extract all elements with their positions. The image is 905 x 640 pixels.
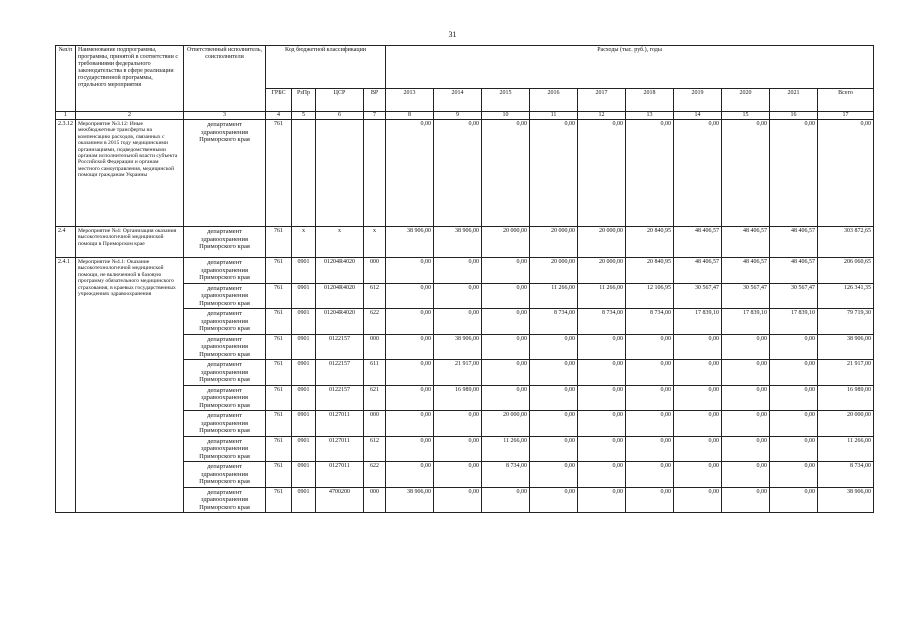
rzpr-cell: 0901 xyxy=(292,436,316,462)
column-number: 17 xyxy=(818,112,874,120)
value-cell: 8 734,00 xyxy=(578,309,626,335)
value-cell: 0,00 xyxy=(674,360,722,386)
value-cell: 0,00 xyxy=(626,334,674,360)
header-code-col: ВР xyxy=(364,89,386,112)
vr-cell: 000 xyxy=(364,258,386,284)
grbs-cell: 761 xyxy=(266,283,292,309)
rzpr-cell: 0901 xyxy=(292,385,316,411)
responsible-cell: департамент здравоохранения Приморского края xyxy=(184,360,266,386)
vr-cell: 622 xyxy=(364,309,386,335)
vr-cell xyxy=(364,120,386,227)
value-cell: 16 989,00 xyxy=(434,385,482,411)
responsible-cell: департамент здравоохранения Приморского края xyxy=(184,487,266,513)
value-cell: 0,00 xyxy=(530,120,578,227)
value-cell: 38 906,00 xyxy=(818,487,874,513)
header-budget-code: Код бюджетной классификации xyxy=(266,46,386,89)
value-cell: 126 341,35 xyxy=(818,283,874,309)
value-cell: 0,00 xyxy=(578,411,626,437)
value-cell: 0,00 xyxy=(386,283,434,309)
column-number: 1 xyxy=(56,112,76,120)
value-cell: 0,00 xyxy=(386,385,434,411)
rzpr-cell: х xyxy=(292,227,316,258)
csr-cell: 01204R4020 xyxy=(316,258,364,284)
value-cell: 0,00 xyxy=(482,283,530,309)
vr-cell: 621 xyxy=(364,385,386,411)
rzpr-cell: 0901 xyxy=(292,309,316,335)
grbs-cell: 761 xyxy=(266,360,292,386)
value-cell: 17 839,10 xyxy=(722,309,770,335)
row-name: Мероприятие №4: Организация оказания высокотехнологичной медицинской помощи в Приморском крае xyxy=(76,227,184,258)
header-year: 2013 xyxy=(386,89,434,112)
csr-cell: 4700200 xyxy=(316,487,364,513)
value-cell: 20 000,00 xyxy=(578,258,626,284)
value-cell: 0,00 xyxy=(578,462,626,488)
value-cell: 48 406,57 xyxy=(674,258,722,284)
header-year: 2015 xyxy=(482,89,530,112)
header-year: 2021 xyxy=(770,89,818,112)
column-number: 3 xyxy=(184,112,266,120)
header-year: 2019 xyxy=(674,89,722,112)
column-number: 6 xyxy=(316,112,364,120)
value-cell: 8 734,00 xyxy=(818,462,874,488)
csr-cell: 01204R4020 xyxy=(316,283,364,309)
value-cell: 0,00 xyxy=(770,411,818,437)
value-cell: 0,00 xyxy=(578,334,626,360)
grbs-cell: 761 xyxy=(266,227,292,258)
value-cell: 20 000,00 xyxy=(530,258,578,284)
row-index: 2.4 xyxy=(56,227,76,258)
value-cell: 12 106,95 xyxy=(626,283,674,309)
header-year: 2020 xyxy=(722,89,770,112)
value-cell: 0,00 xyxy=(770,334,818,360)
value-cell: 8 734,00 xyxy=(482,462,530,488)
row-name: Мероприятие №3.12: Иные межбюджетные трансферты на компенсацию расходов, связанных с оказанием в 2015 году медицинскими организациями, подведомственными органам исполнительной власти субъекта Российской Федерации и органам местного самоуправления, медицинской помощи гражданам Украины xyxy=(76,120,184,227)
csr-cell: 0122157 xyxy=(316,334,364,360)
value-cell: 0,00 xyxy=(530,487,578,513)
value-cell: 38 906,00 xyxy=(386,227,434,258)
grbs-cell: 761 xyxy=(266,309,292,335)
value-cell: 0,00 xyxy=(578,436,626,462)
responsible-cell: департамент здравоохранения Приморского края xyxy=(184,309,266,335)
column-number: 7 xyxy=(364,112,386,120)
vr-cell: 000 xyxy=(364,334,386,360)
value-cell: 0,00 xyxy=(770,436,818,462)
value-cell: 0,00 xyxy=(434,283,482,309)
column-number: 5 xyxy=(292,112,316,120)
header-year: 2018 xyxy=(626,89,674,112)
value-cell: 0,00 xyxy=(626,385,674,411)
grbs-cell: 761 xyxy=(266,258,292,284)
value-cell: 0,00 xyxy=(386,309,434,335)
value-cell: 0,00 xyxy=(482,309,530,335)
value-cell: 38 906,00 xyxy=(434,227,482,258)
responsible-cell: департамент здравоохранения Приморского края xyxy=(184,334,266,360)
value-cell: 0,00 xyxy=(530,360,578,386)
value-cell: 11 266,00 xyxy=(578,283,626,309)
value-cell: 0,00 xyxy=(530,436,578,462)
value-cell: 11 266,00 xyxy=(482,436,530,462)
value-cell: 38 906,00 xyxy=(818,334,874,360)
value-cell: 0,00 xyxy=(482,334,530,360)
value-cell: 0,00 xyxy=(434,120,482,227)
grbs-cell: 761 xyxy=(266,334,292,360)
value-cell: 0,00 xyxy=(674,385,722,411)
header-year: 2016 xyxy=(530,89,578,112)
column-number: 8 xyxy=(386,112,434,120)
value-cell: 48 406,57 xyxy=(770,258,818,284)
value-cell: 0,00 xyxy=(530,334,578,360)
vr-cell: х xyxy=(364,227,386,258)
vr-cell: 622 xyxy=(364,462,386,488)
value-cell: 0,00 xyxy=(530,385,578,411)
value-cell: 21 917,00 xyxy=(434,360,482,386)
responsible-cell: департамент здравоохранения Приморского края xyxy=(184,462,266,488)
value-cell: 17 839,10 xyxy=(674,309,722,335)
responsible-cell: департамент здравоохранения Приморского края xyxy=(184,120,266,227)
rzpr-cell: 0901 xyxy=(292,334,316,360)
value-cell: 0,00 xyxy=(530,462,578,488)
value-cell: 0,00 xyxy=(482,120,530,227)
rzpr-cell xyxy=(292,120,316,227)
value-cell: 48 406,57 xyxy=(770,227,818,258)
header-code-col: ГРБС xyxy=(266,89,292,112)
value-cell: 0,00 xyxy=(770,487,818,513)
rzpr-cell: 0901 xyxy=(292,258,316,284)
value-cell: 20 000,00 xyxy=(530,227,578,258)
value-cell: 0,00 xyxy=(626,487,674,513)
group-index: 2.4.1 xyxy=(56,258,76,513)
column-number: 4 xyxy=(266,112,292,120)
value-cell: 0,00 xyxy=(434,258,482,284)
header-year: Всего xyxy=(818,89,874,112)
value-cell: 17 839,10 xyxy=(770,309,818,335)
value-cell: 0,00 xyxy=(386,258,434,284)
responsible-cell: департамент здравоохранения Приморского края xyxy=(184,385,266,411)
value-cell: 0,00 xyxy=(674,120,722,227)
value-cell: 79 719,30 xyxy=(818,309,874,335)
group-name: Мероприятие №4.1: Оказание высокотехнологичной медицинской помощи, не включенной в базовую программу обязательного медицинского страхования, в краевых государственных учреждениях здравоохранения xyxy=(76,258,184,513)
budget-table xyxy=(55,45,874,513)
rzpr-cell: 0901 xyxy=(292,411,316,437)
csr-cell: 0127011 xyxy=(316,411,364,437)
value-cell: 0,00 xyxy=(770,120,818,227)
rzpr-cell: 0901 xyxy=(292,283,316,309)
csr-cell: 0127011 xyxy=(316,462,364,488)
vr-cell: 611 xyxy=(364,360,386,386)
responsible-cell: департамент здравоохранения Приморского края xyxy=(184,258,266,284)
responsible-cell: департамент здравоохранения Приморского края xyxy=(184,227,266,258)
value-cell: 0,00 xyxy=(482,487,530,513)
csr-cell xyxy=(316,120,364,227)
value-cell: 20 840,95 xyxy=(626,258,674,284)
vr-cell: 612 xyxy=(364,436,386,462)
value-cell: 0,00 xyxy=(386,462,434,488)
value-cell: 30 567,47 xyxy=(770,283,818,309)
value-cell: 0,00 xyxy=(386,334,434,360)
rzpr-cell: 0901 xyxy=(292,360,316,386)
value-cell: 21 917,00 xyxy=(818,360,874,386)
value-cell: 0,00 xyxy=(722,436,770,462)
value-cell: 0,00 xyxy=(818,120,874,227)
vr-cell: 000 xyxy=(364,487,386,513)
value-cell: 0,00 xyxy=(722,462,770,488)
csr-cell: 0122157 xyxy=(316,360,364,386)
value-cell: 0,00 xyxy=(530,411,578,437)
value-cell: 0,00 xyxy=(482,360,530,386)
value-cell: 30 567,47 xyxy=(674,283,722,309)
value-cell: 11 266,00 xyxy=(818,436,874,462)
csr-cell: 0127011 xyxy=(316,436,364,462)
value-cell: 0,00 xyxy=(626,462,674,488)
value-cell: 48 406,57 xyxy=(674,227,722,258)
grbs-cell: 761 xyxy=(266,120,292,227)
header-responsible: Ответственный исполнитель, соисполнители xyxy=(184,46,266,112)
header-number: №п/п xyxy=(56,46,76,112)
value-cell: 11 266,00 xyxy=(530,283,578,309)
value-cell: 0,00 xyxy=(578,120,626,227)
vr-cell: 000 xyxy=(364,411,386,437)
csr-cell: 0122157 xyxy=(316,385,364,411)
header-year: 2017 xyxy=(578,89,626,112)
row-index: 2.3.12 xyxy=(56,120,76,227)
value-cell: 0,00 xyxy=(674,436,722,462)
vr-cell: 612 xyxy=(364,283,386,309)
value-cell: 20 000,00 xyxy=(482,411,530,437)
value-cell: 20 000,00 xyxy=(482,227,530,258)
value-cell: 0,00 xyxy=(770,385,818,411)
header-code-col: ЦСР xyxy=(316,89,364,112)
column-number: 14 xyxy=(674,112,722,120)
grbs-cell: 761 xyxy=(266,411,292,437)
value-cell: 0,00 xyxy=(482,385,530,411)
csr-cell: х xyxy=(316,227,364,258)
table-row xyxy=(56,227,874,258)
responsible-cell: департамент здравоохранения Приморского края xyxy=(184,283,266,309)
value-cell: 0,00 xyxy=(434,436,482,462)
grbs-cell: 761 xyxy=(266,385,292,411)
responsible-cell: департамент здравоохранения Приморского края xyxy=(184,436,266,462)
column-number: 2 xyxy=(76,112,184,120)
column-number: 15 xyxy=(722,112,770,120)
value-cell: 0,00 xyxy=(482,258,530,284)
value-cell: 0,00 xyxy=(434,309,482,335)
table-row xyxy=(56,258,874,284)
value-cell: 0,00 xyxy=(722,334,770,360)
value-cell: 0,00 xyxy=(386,360,434,386)
value-cell: 0,00 xyxy=(434,462,482,488)
value-cell: 0,00 xyxy=(626,411,674,437)
grbs-cell: 761 xyxy=(266,487,292,513)
column-number: 10 xyxy=(482,112,530,120)
column-number: 12 xyxy=(578,112,626,120)
value-cell: 48 406,57 xyxy=(722,258,770,284)
value-cell: 0,00 xyxy=(578,385,626,411)
value-cell: 0,00 xyxy=(722,487,770,513)
value-cell: 0,00 xyxy=(722,360,770,386)
rzpr-cell: 0901 xyxy=(292,462,316,488)
csr-cell: 01204R4020 xyxy=(316,309,364,335)
page-number: 31 xyxy=(448,30,457,39)
value-cell: 0,00 xyxy=(578,360,626,386)
value-cell: 303 872,65 xyxy=(818,227,874,258)
value-cell: 0,00 xyxy=(386,411,434,437)
header-year: 2014 xyxy=(434,89,482,112)
value-cell: 0,00 xyxy=(434,411,482,437)
value-cell: 8 734,00 xyxy=(530,309,578,335)
column-number: 11 xyxy=(530,112,578,120)
value-cell: 0,00 xyxy=(578,487,626,513)
responsible-cell: департамент здравоохранения Приморского края xyxy=(184,411,266,437)
column-number: 9 xyxy=(434,112,482,120)
grbs-cell: 761 xyxy=(266,462,292,488)
value-cell: 38 906,00 xyxy=(386,487,434,513)
column-number: 13 xyxy=(626,112,674,120)
value-cell: 20 000,00 xyxy=(818,411,874,437)
header-expenses: Расходы (тыс. руб.), годы xyxy=(386,46,874,89)
value-cell: 0,00 xyxy=(674,487,722,513)
table-row xyxy=(56,120,874,227)
value-cell: 30 567,47 xyxy=(722,283,770,309)
value-cell: 0,00 xyxy=(722,120,770,227)
grbs-cell: 761 xyxy=(266,436,292,462)
rzpr-cell: 0901 xyxy=(292,487,316,513)
header-name: Наименование подпрограммы, программы, принятой в соответствии с требованиями федерального законодательства в сфере реализации государственной программы, отдельного мероприятия xyxy=(76,46,184,112)
value-cell: 0,00 xyxy=(386,436,434,462)
value-cell: 0,00 xyxy=(674,334,722,360)
column-number: 16 xyxy=(770,112,818,120)
value-cell: 38 906,00 xyxy=(434,334,482,360)
value-cell: 16 989,00 xyxy=(818,385,874,411)
value-cell: 0,00 xyxy=(626,360,674,386)
value-cell: 0,00 xyxy=(722,385,770,411)
value-cell: 0,00 xyxy=(434,487,482,513)
value-cell: 0,00 xyxy=(626,120,674,227)
value-cell: 0,00 xyxy=(674,462,722,488)
value-cell: 0,00 xyxy=(386,120,434,227)
value-cell: 0,00 xyxy=(626,436,674,462)
value-cell: 8 734,00 xyxy=(626,309,674,335)
value-cell: 20 000,00 xyxy=(578,227,626,258)
value-cell: 0,00 xyxy=(674,411,722,437)
header-code-col: РзПр xyxy=(292,89,316,112)
value-cell: 20 840,95 xyxy=(626,227,674,258)
value-cell: 0,00 xyxy=(770,360,818,386)
value-cell: 206 060,65 xyxy=(818,258,874,284)
value-cell: 0,00 xyxy=(722,411,770,437)
value-cell: 48 406,57 xyxy=(722,227,770,258)
value-cell: 0,00 xyxy=(770,462,818,488)
